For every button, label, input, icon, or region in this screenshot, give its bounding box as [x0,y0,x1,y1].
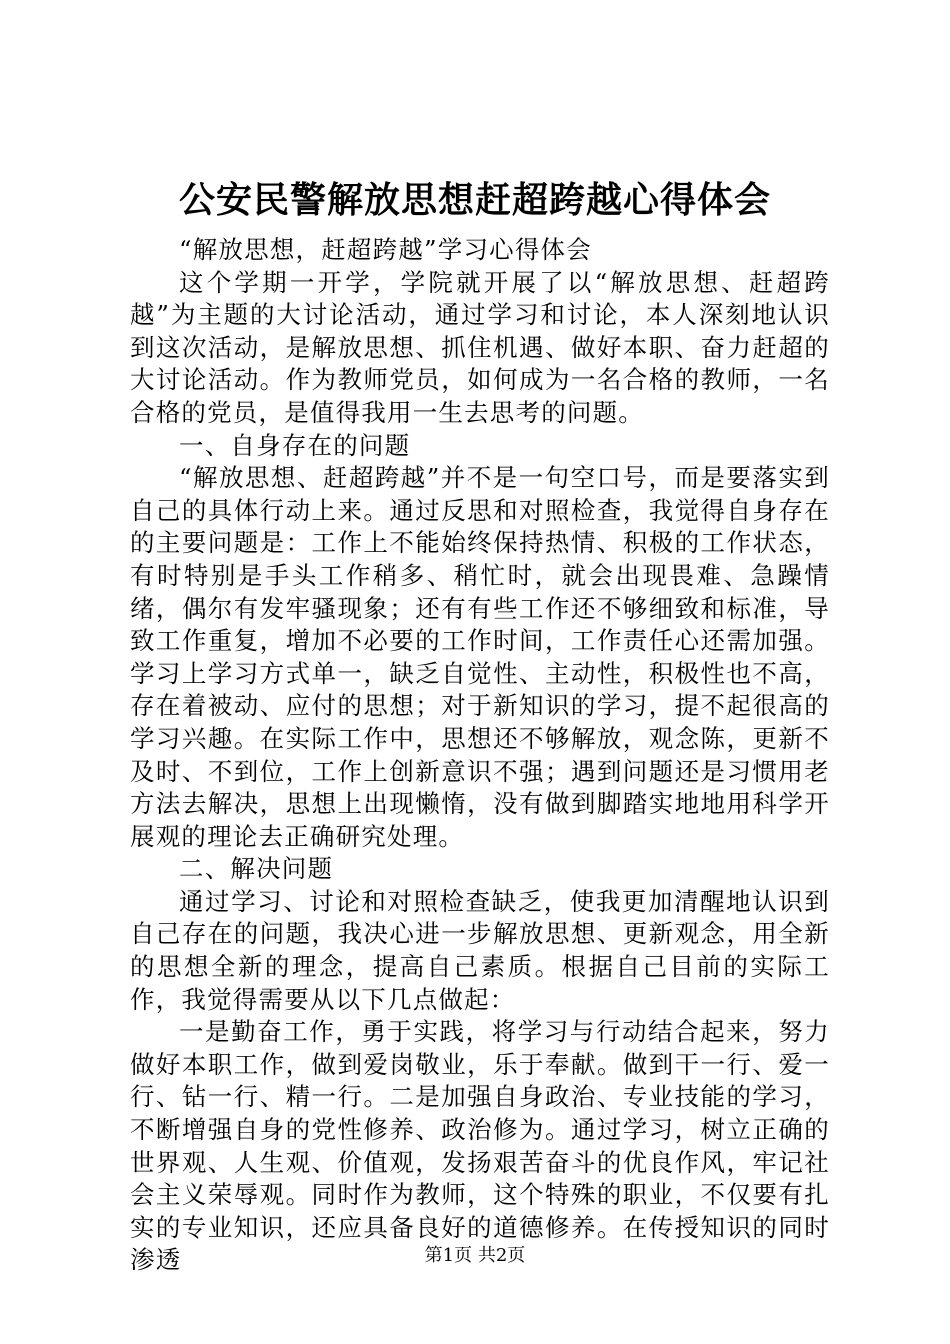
paragraph-problems: “解放思想、赶超跨越”并不是一句空口号，而是要落实到自己的具体行动上来。通过反思和对照检查，我觉得自身存在的主要问题是：工作上不能始终保持热情、积极的工作状态，有时特别是手头工作稍多、稍忙时，就会出现畏难、急躁情绪，偶尔有发牢骚现象；还有有些工作还不够细致和标准，导致工作重复，增加不必要的工作时间，工作责任心还需加强。学习上学习方式单一，缺乏自觉性、主动性，积极性也不高，存在着被动、应付的思想；对于新知识的学习，提不起很高的学习兴趣。在实际工作中，思想还不够解放，观念陈，更新不及时、不到位，工作上创新意识不强；遇到问题还是习惯用老方法去解决，思想上出现懒惰，没有做到脚踏实地地用科学开展观的理论去正确研究处理。 [130,463,830,851]
paragraph-intro: 这个学期一开学，学院就开展了以“解放思想、赶超跨越”为主题的大讨论活动，通过学习和讨论，本人深刻地认识到这次活动，是解放思想、抓住机遇、做好本职、奋力赶超的大讨论活动。作为教师党员，如何成为一名合格的教师，一名合格的党员，是值得我用一生去思考的问题。 [130,267,830,427]
document-body [130,234,830,1277]
section-heading-solutions: 二、解决问题 [179,854,334,884]
paragraph-solutions-intro: 通过学习、讨论和对照检查缺乏，使我更加清醒地认识到自己存在的问题，我决心进一步解放思想、更新观念，用全新的思想全新的理念，提高自己素质。根据自己目前的实际工作，我觉得需要从以下几点做起： [130,886,830,1014]
page-footer: 第1页 共2页 [424,1245,526,1266]
section-heading-problems: 一、自身存在的问题 [179,430,411,460]
document-title: 公安民警解放思想赶超跨越心得体会 [178,179,771,221]
paragraph-solutions-detail: 一是勤奋工作，勇于实践，将学习与行动结合起来，努力做好本职工作，做到爱岗敬业，乐于奉献。做到干一行、爱一行、钻一行、精一行。二是加强自身政治、专业技能的学习，不断增强自身的党性修养、政治修为。通过学习，树立正确的世界观、人生观、价值观，发扬艰苦奋斗的优良作风，牢记社会主义荣辱观。同时作为教师，这个特殊的职业，不仅要有扎实的专业知识，还应具备良好的道德修养。在传授知识的同时渗透 [130,1017,830,1275]
paragraph-subtitle: “解放思想，赶超跨越”学习心得体会 [179,235,592,264]
